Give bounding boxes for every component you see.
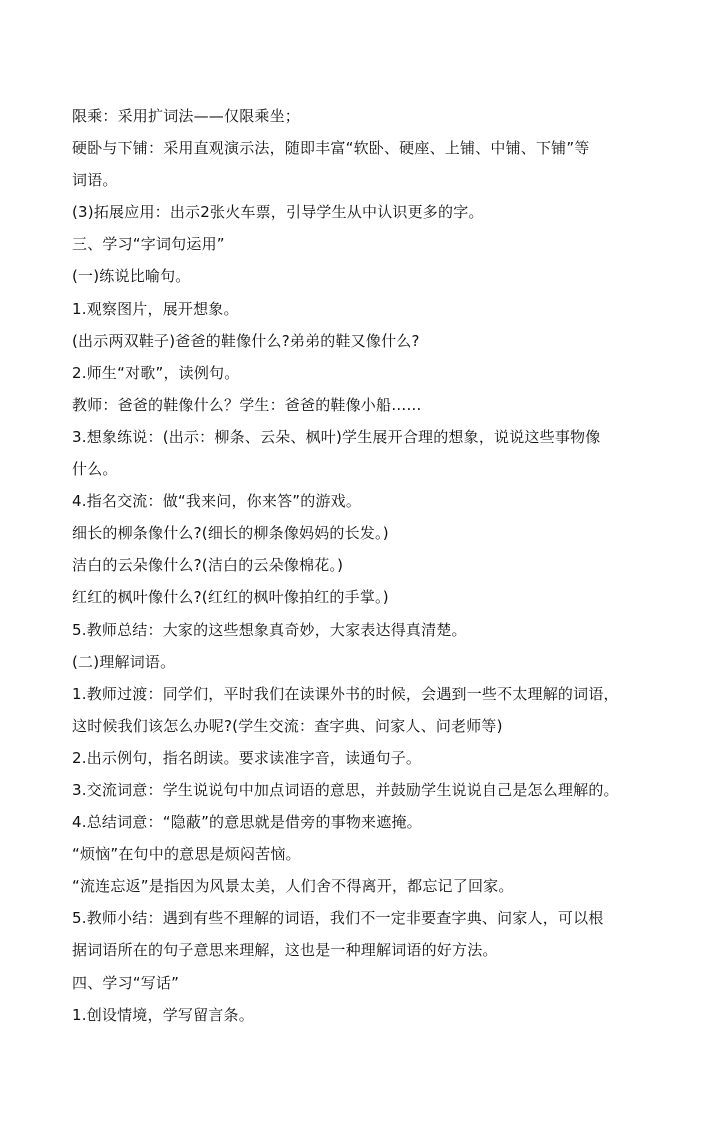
text-line: 1.教师过渡：同学们，平时我们在读课外书的时候，会遇到一些不太理解的词语， <box>72 684 619 703</box>
section-heading: 四、学习“写话” <box>72 973 180 992</box>
subsection-heading: (一)练说比喻句。 <box>72 267 191 286</box>
text-line: 4.总结词意：“隐蔽”的意思就是借旁的事物来遮掩。 <box>72 813 422 832</box>
text-line: 1.创设情境，学写留言条。 <box>72 1005 254 1024</box>
section-heading: 三、学习“字词句运用” <box>72 235 225 254</box>
text-line: 1.观察图片，展开想象。 <box>72 299 239 318</box>
text-line: 2.出示例句，指名朗读。要求读准字音，读通句子。 <box>72 748 422 767</box>
text-line: “流连忘返”是指因为风景太美，人们舍不得离开，都忘记了回家。 <box>72 877 514 896</box>
text-line: 细长的柳条像什么?(细长的柳条像妈妈的长发。) <box>72 524 389 543</box>
text-line: (出示两双鞋子)爸爸的鞋像什么?弟弟的鞋又像什么? <box>72 331 420 350</box>
subsection-heading: (二)理解词语。 <box>72 652 176 671</box>
text-line: 4.指名交流：做“我来问，你来答”的游戏。 <box>72 492 362 511</box>
document-body <box>72 100 642 1031</box>
text-line: 限乘：采用扩词法——仅限乘坐； <box>72 107 301 125</box>
text-line: 2.师生“对歌”，读例句。 <box>72 363 240 382</box>
text-line: 5.教师小结：遇到有些不理解的词语，我们不一定非要查字典、问家人，可以根 <box>72 909 604 928</box>
text-line: 什么。 <box>72 460 118 479</box>
text-line: 5.教师总结：大家的这些想象真奇妙，大家表达得真清楚。 <box>72 620 467 639</box>
text-line: 洁白的云朵像什么?(洁白的云朵像棉花。) <box>72 556 344 575</box>
text-line: “烦恼”在句中的意思是烦闷苦恼。 <box>72 845 301 864</box>
text-line: 这时候我们该怎么办呢?(学生交流：查字典、问家人、问老师等) <box>72 716 503 735</box>
text-line: 红红的枫叶像什么?(红红的枫叶像拍红的手掌。) <box>72 588 389 607</box>
text-line: 硬卧与下铺：采用直观演示法，随即丰富“软卧、硬座、上铺、中铺、下铺”等 <box>72 139 590 158</box>
text-line: 教师：爸爸的鞋像什么？学生：爸爸的鞋像小船…… <box>72 395 422 414</box>
text-line: (3)拓展应用：出示2张火车票，引导学生从中认识更多的字。 <box>72 203 484 222</box>
text-line: 词语。 <box>72 171 118 190</box>
text-line: 3.交流词意：学生说说句中加点词语的意思，并鼓励学生说说自己是怎么理解的。 <box>72 780 619 799</box>
text-line: 3.想象练说：(出示：柳条、云朵、枫叶)学生展开合理的想象，说说这些事物像 <box>72 427 601 446</box>
text-line: 据词语所在的句子意思来理解，这也是一种理解词语的好方法。 <box>72 941 498 960</box>
